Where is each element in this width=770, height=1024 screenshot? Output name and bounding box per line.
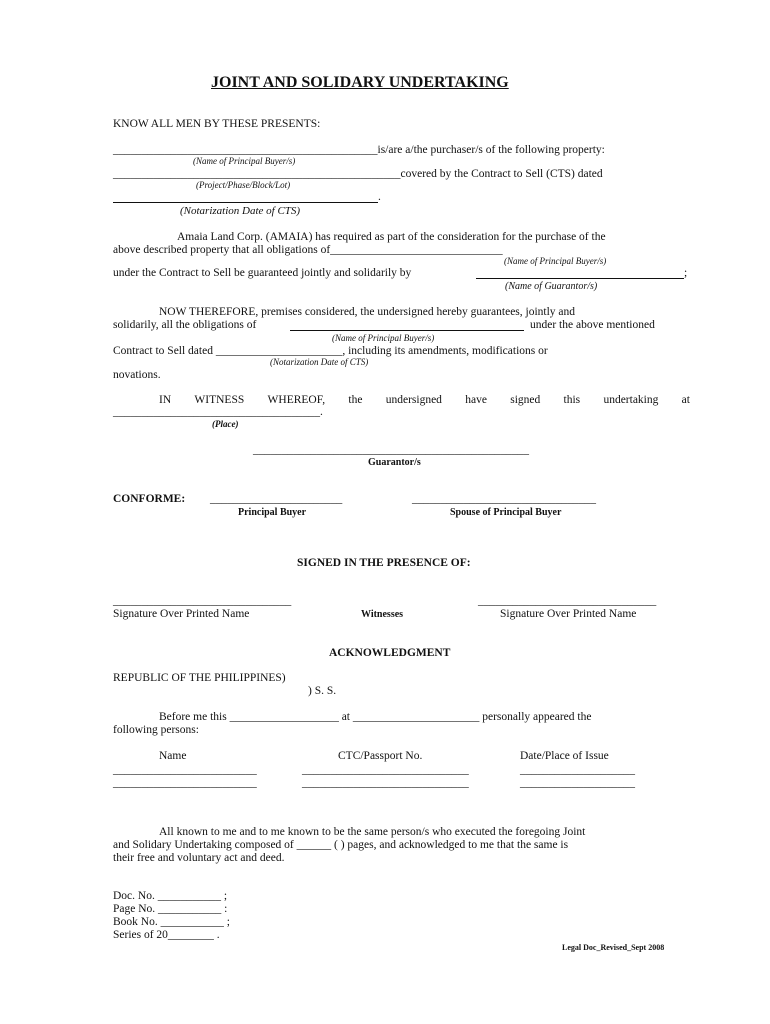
para2-buyer-caption: (Name of Principal Buyer/s) (332, 333, 435, 343)
notarization-date-blank[interactable] (113, 202, 378, 203)
para2-line2a: solidarily, all the obligations of (113, 319, 257, 331)
guarantor-label: Guarantor/s (368, 457, 421, 468)
witnesses-label: Witnesses (361, 609, 404, 620)
para1-buyer-caption: (Name of Principal Buyer/s) (504, 256, 607, 266)
witness-word: undertaking (603, 394, 659, 406)
witness-word: this (563, 394, 581, 406)
col-ctc-header: CTC/Passport No. (338, 750, 423, 762)
closing-line1: All known to me and to me known to be the same person/s who executed the foregoing Joint (159, 826, 586, 838)
para2-buyer-blank[interactable] (290, 330, 524, 331)
before-me-line: Before me this ___________________ at ______________________ personally appeared the (159, 711, 592, 723)
principal-buyer-blank[interactable]: _______________________ (210, 493, 343, 505)
ss-text: ) S. S. (308, 685, 337, 697)
witness-right-blank[interactable]: _______________________________ (478, 595, 657, 607)
witness-left-label: Signature Over Printed Name (113, 608, 250, 620)
buyer-line-text: is/are a/the purchaser/s of the following property: (377, 144, 605, 156)
property-caption: (Project/Phase/Block/Lot) (196, 180, 291, 190)
witness-word: the (348, 394, 363, 406)
witness-word: undersigned (385, 394, 442, 406)
para1-line2: above described property that all obligations of______________________________ (113, 244, 503, 256)
series-of: Series of 20________ . (113, 929, 220, 941)
date-blank-row2[interactable]: ____________________ (520, 777, 635, 789)
property-blank[interactable]: __________________________________________________ (113, 168, 401, 180)
witness-word: at (681, 394, 690, 406)
page-no: Page No. ___________ : (113, 903, 228, 915)
spouse-blank[interactable]: ________________________________ (412, 493, 596, 505)
notarization-date-caption: (Notarization Date of CTS) (180, 205, 301, 217)
para1-guarantor-caption: (Name of Guarantor/s) (505, 281, 598, 292)
witness-word: have (465, 394, 487, 406)
witness-word: signed (510, 394, 541, 406)
name-blank-row2[interactable]: _________________________ (113, 777, 257, 789)
property-line-text: covered by the Contract to Sell (CTS) dated (400, 168, 603, 180)
name-blank-row1[interactable]: _________________________ (113, 764, 257, 776)
presence-heading: SIGNED IN THE PRESENCE OF: (297, 557, 471, 569)
para2-line1: NOW THEREFORE, premises considered, the undersigned hereby guarantees, jointly and (159, 306, 576, 318)
notarization-date-end: . (378, 191, 381, 203)
book-no: Book No. ___________ ; (113, 916, 230, 928)
following-persons: following persons: (113, 724, 199, 736)
witness-word: IN (159, 394, 172, 406)
guarantor-name-blank[interactable] (476, 278, 684, 279)
para1-line1: Amaia Land Corp. (AMAIA) has required as part of the consideration for the purchase of the (177, 231, 606, 243)
col-name-header: Name (159, 750, 187, 762)
closing-line3: their free and voluntary act and deed. (113, 852, 285, 864)
col-date-header: Date/Place of Issue (520, 750, 609, 762)
buyer-name-blank[interactable]: ______________________________________________ (113, 144, 378, 156)
buyer-name-caption: (Name of Principal Buyer/s) (193, 156, 296, 166)
para2-date-caption: (Notarization Date of CTS) (270, 357, 369, 367)
document-title: JOINT AND SOLIDARY UNDERTAKING (211, 74, 509, 91)
para1-line3-end: ; (684, 267, 688, 279)
conforme-label: CONFORME: (113, 493, 186, 505)
ctc-blank-row1[interactable]: _____________________________ (302, 764, 469, 776)
para1-line3: under the Contract to Sell be guaranteed jointly and solidarily by (113, 267, 412, 279)
doc-no: Doc. No. ___________ ; (113, 890, 228, 902)
date-blank-row1[interactable]: ____________________ (520, 764, 635, 776)
footer-revision: Legal Doc_Revised_Sept 2008 (562, 943, 665, 952)
republic-text: REPUBLIC OF THE PHILIPPINES) (113, 672, 286, 684)
witness-left-blank[interactable]: _______________________________ (113, 595, 292, 607)
witness-right-label: Signature Over Printed Name (500, 608, 637, 620)
place-caption: (Place) (212, 419, 239, 429)
ctc-blank-row2[interactable]: _____________________________ (302, 777, 469, 789)
place-blank[interactable]: ____________________________________. (113, 406, 323, 418)
property-line[interactable] (113, 167, 603, 181)
buyer-name-line[interactable] (113, 143, 605, 157)
para2-line3: Contract to Sell dated ______________________, including its amendments, modifications or (113, 345, 548, 357)
principal-buyer-label: Principal Buyer (238, 507, 307, 518)
acknowledgment-heading: ACKNOWLEDGMENT (329, 647, 451, 659)
intro-text: KNOW ALL MEN BY THESE PRESENTS: (113, 118, 321, 130)
para2-line2b: under the above mentioned (530, 319, 655, 331)
spouse-label: Spouse of Principal Buyer (450, 507, 562, 518)
witness-word: WITNESS (194, 394, 245, 406)
para2-line4: novations. (113, 369, 161, 381)
guarantor-signature-blank[interactable]: ________________________________________________ (253, 444, 529, 456)
closing-line2: and Solidary Undertaking composed of ______ ( ) pages, and acknowledged to me that the same is (113, 839, 569, 851)
witness-word: WHEREOF, (267, 394, 326, 406)
